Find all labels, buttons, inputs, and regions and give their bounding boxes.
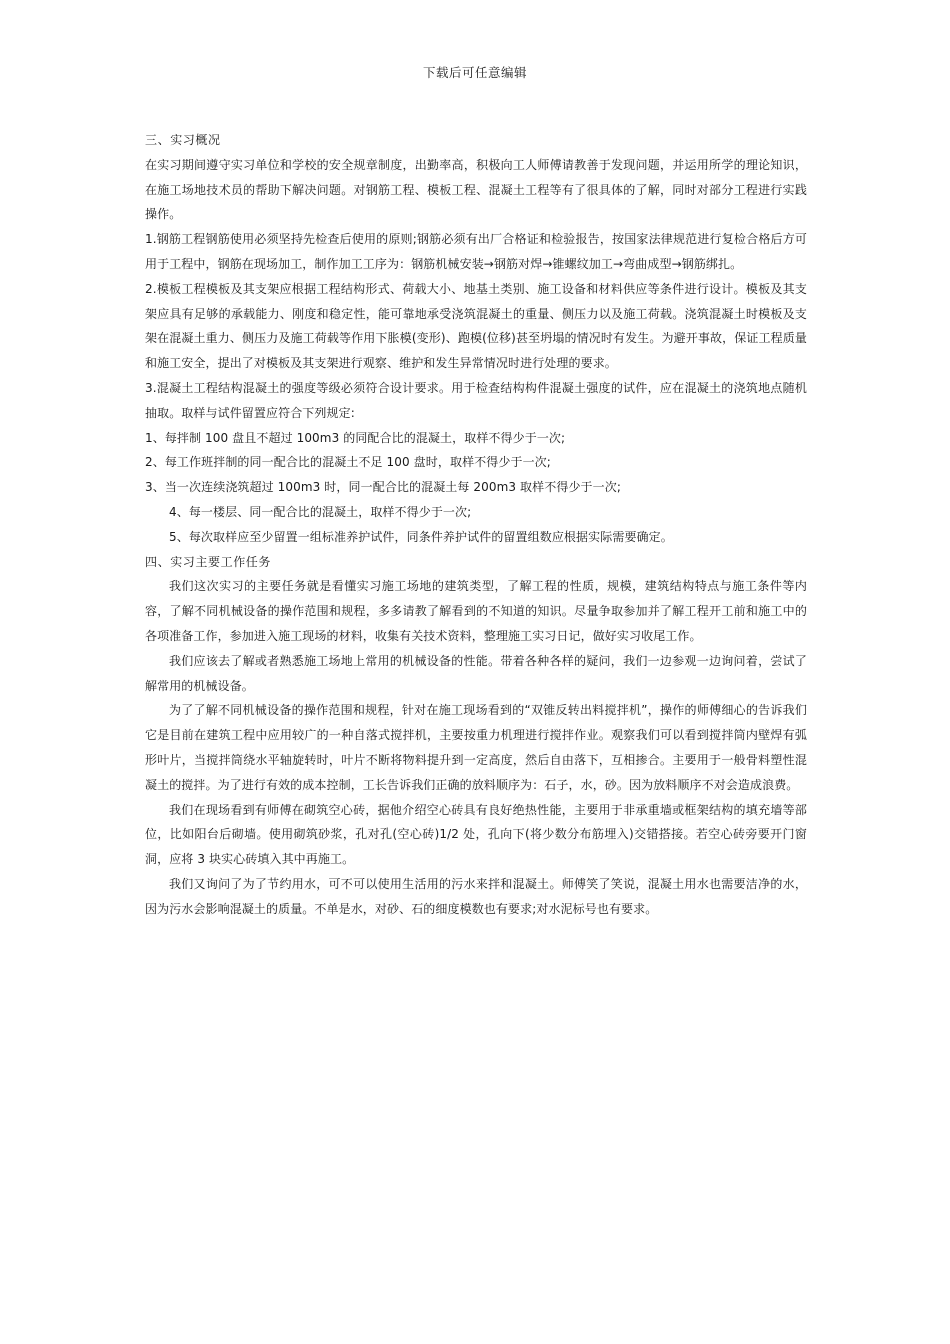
list-item-3: 3、当一次连续浇筑超过 100m3 时，同一配合比的混凝土每 200m3 取样不得少于一次; — [145, 480, 621, 495]
paragraph-mixer: 为了了解不同机械设备的操作范围和规程，针对在施工现场看到的“双锥反转出料搅拌机”，操作的师傅细心的告诉我们它是目前在建筑工程中应用较广的一种自落式搅拌机，主要按重力机理进行搅拌作业。观察我们可以看到搅拌筒内壁焊有弧形叶片，当搅拌筒绕水平轴旋转时，叶片不断将物料提升到一定高度，然后自由落下，互相掺合。主要用于一般骨料塑性混凝土的搅拌。为了进行有效的成本控制，工长告诉我们正确的放料顺序为：石子，水，砂。因为放料顺序不对会造成浪费。 — [145, 703, 807, 792]
paragraph-concrete: 3.混凝土工程结构混凝土的强度等级必须符合设计要求。用于检查结构构件混凝土强度的试件，应在混凝土的浇筑地点随机抽取。取样与试件留置应符合下列规定: — [145, 380, 807, 420]
page-header: 下载后可任意编辑 — [422, 65, 527, 80]
paragraph-equipment: 我们应该去了解或者熟悉施工场地上常用的机械设备的性能。带着各种各样的疑问，我们一边参观一边询问着，尝试了解常用的机械设备。 — [145, 653, 807, 693]
paragraph-hollow-brick: 我们在现场看到有师傅在砌筑空心砖，据他介绍空心砖具有良好绝热性能，主要用于非承重墙或框架结构的填充墙等部位，比如阳台后砌墙。使用砌筑砂浆，孔对孔(空心砖)1/2 处，孔向下(将少数分布筋埋入)交错搭接。若空心砖旁要开门窗洞，应将 3 块实心砖填入其中再施工。 — [145, 802, 807, 867]
paragraph-water: 我们又询问了为了节约用水，可不可以使用生活用的污水来拌和混凝土。师傅笑了笑说，混凝土用水也需要洁净的水，因为污水会影响混凝土的质量。不单是水，对砂、石的细度模数也有要求;对水泥标号也有要求。 — [145, 876, 807, 916]
section-heading-4: 四、实习主要工作任务 — [145, 554, 272, 569]
paragraph-formwork: 2.模板工程模板及其支架应根据工程结构形式、荷载大小、地基土类别、施工设备和材料供应等条件进行设计。模板及其支架应具有足够的承载能力、刚度和稳定性，能可靠地承受浇筑混凝土的重量、侧压力以及施工荷载。浇筑混凝土时模板及支架在混凝土重力、侧压力及施工荷载等作用下胀模(变形)、跑模(位移)甚至坍塌的情况时有发生。为避开事故，保证工程质量和施工安全，提出了对模板及其支架进行观察、维护和发生异常情况时进行处理的要求。 — [145, 281, 807, 371]
list-item-5: 5、每次取样应至少留置一组标准养护试件，同条件养护试件的留置组数应根据实际需要确定。 — [169, 529, 673, 544]
list-item-1: 1、每拌制 100 盘且不超过 100m3 的同配合比的混凝土，取样不得少于一次; — [145, 430, 566, 445]
section-heading-3: 三、实习概况 — [145, 133, 221, 147]
list-item-2: 2、每工作班拌制的同一配合比的混凝土不足 100 盘时，取样不得少于一次; — [145, 455, 551, 470]
paragraph-tasks: 我们这次实习的主要任务就是看懂实习施工场地的建筑类型，了解工程的性质，规模，建筑结构特点与施工条件等内容，了解不同机械设备的操作范围和规程，多多请教了解看到的不知道的知识。尽量争取参加并了解工程开工前和施工中的各项准备工作，参加进入施工现场的材料，收集有关技术资料，整理施工实习日记，做好实习收尾工作。 — [145, 579, 807, 643]
paragraph-rebar: 1.钢筋工程钢筋使用必须坚持先检查后使用的原则;钢筋必须有出厂合格证和检验报告，按国家法律规范进行复检合格后方可用于工程中，钢筋在现场加工，制作加工工序为：钢筋机械安装→钢筋对焊→锥螺纹加工→弯曲成型→钢筋绑扎。 — [145, 232, 807, 271]
list-item-4: 4、每一楼层、同一配合比的混凝土，取样不得少于一次; — [169, 504, 472, 519]
paragraph-overview: 在实习期间遵守实习单位和学校的安全规章制度，出勤率高，积极向工人师傅请教善于发现问题，并运用所学的理论知识，在施工场地技术员的帮助下解决问题。对钢筋工程、模板工程、混凝土工程等有了很具体的了解，同时对部分工程进行实践操作。 — [145, 157, 807, 222]
document-body — [145, 128, 807, 922]
